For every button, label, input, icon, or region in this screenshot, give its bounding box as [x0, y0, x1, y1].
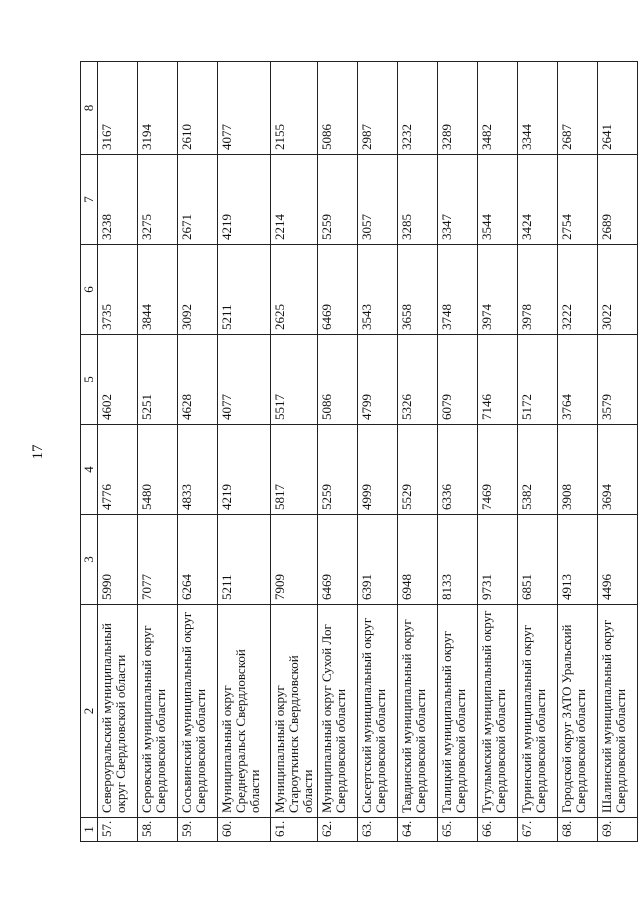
row-number-cell: 61.	[271, 818, 318, 842]
row-number-cell: 68.	[558, 818, 598, 842]
municipality-name-cell: Тавдинский муниципальный округ Свердловской области	[398, 605, 438, 818]
municipality-name-cell: Шалинский муниципальный округ Свердловской области	[598, 605, 638, 818]
value-cell-col5: 3764	[558, 335, 598, 425]
value-cell-col6: 3748	[438, 245, 478, 335]
value-cell-col8: 3482	[478, 62, 518, 155]
value-cell-col3: 7077	[138, 515, 178, 605]
header-cell: 5	[81, 335, 98, 425]
table-row	[271, 62, 318, 842]
value-cell-col4: 4219	[218, 425, 271, 515]
value-cell-col6: 3092	[178, 245, 218, 335]
value-cell-col7: 3275	[138, 155, 178, 245]
value-cell-col5: 5326	[398, 335, 438, 425]
value-cell-col4: 3908	[558, 425, 598, 515]
municipality-name-cell: Муниципальный округ Староуткинск Свердловской области	[271, 605, 318, 818]
value-cell-col3: 6469	[318, 515, 358, 605]
header-cell: 8	[81, 62, 98, 155]
table-row	[518, 62, 558, 842]
header-cell: 2	[81, 605, 98, 818]
value-cell-col3: 5211	[218, 515, 271, 605]
value-cell-col5: 4799	[358, 335, 398, 425]
value-cell-col3: 7909	[271, 515, 318, 605]
table-row	[318, 62, 358, 842]
value-cell-col7: 5259	[318, 155, 358, 245]
table-row	[218, 62, 271, 842]
value-cell-col3: 8133	[438, 515, 478, 605]
value-cell-col8: 2987	[358, 62, 398, 155]
municipality-name-cell: Сысертский муниципальный округ Свердловской области	[358, 605, 398, 818]
value-cell-col6: 3658	[398, 245, 438, 335]
row-number-cell: 67.	[518, 818, 558, 842]
value-cell-col7: 2689	[598, 155, 638, 245]
value-cell-col5: 4602	[98, 335, 138, 425]
value-cell-col6: 6469	[318, 245, 358, 335]
value-cell-col5: 5517	[271, 335, 318, 425]
value-cell-col6: 3974	[478, 245, 518, 335]
municipality-name-cell: Талицкий муниципальный округ Свердловской области	[438, 605, 478, 818]
row-number-cell: 59.	[178, 818, 218, 842]
value-cell-col4: 6336	[438, 425, 478, 515]
value-cell-col8: 3194	[138, 62, 178, 155]
value-cell-col6: 3222	[558, 245, 598, 335]
municipality-name-cell: Городской округ ЗАТО Уральский Свердловской области	[558, 605, 598, 818]
value-cell-col3: 5990	[98, 515, 138, 605]
table-row	[438, 62, 478, 842]
value-cell-col6: 3735	[98, 245, 138, 335]
value-cell-col4: 3694	[598, 425, 638, 515]
value-cell-col4: 4999	[358, 425, 398, 515]
table-row	[398, 62, 438, 842]
municipality-name-cell: Сосьвинский муниципальный округ Свердловской области	[178, 605, 218, 818]
data-table	[80, 61, 638, 842]
value-cell-col8: 2641	[598, 62, 638, 155]
rotated-table-frame	[80, 62, 628, 842]
value-cell-col4: 4833	[178, 425, 218, 515]
value-cell-col3: 9731	[478, 515, 518, 605]
municipality-name-cell: Муниципальный округ Сухой Лог Свердловской области	[318, 605, 358, 818]
table-row	[358, 62, 398, 842]
value-cell-col8: 3344	[518, 62, 558, 155]
value-cell-col8: 4077	[218, 62, 271, 155]
value-cell-col8: 2155	[271, 62, 318, 155]
value-cell-col3: 6851	[518, 515, 558, 605]
value-cell-col8: 2610	[178, 62, 218, 155]
value-cell-col4: 5817	[271, 425, 318, 515]
header-cell: 1	[81, 818, 98, 842]
value-cell-col4: 5259	[318, 425, 358, 515]
municipality-name-cell: Тугулымский муниципальный округ Свердловской области	[478, 605, 518, 818]
table-row	[178, 62, 218, 842]
value-cell-col3: 6948	[398, 515, 438, 605]
value-cell-col7: 3238	[98, 155, 138, 245]
row-number-cell: 69.	[598, 818, 638, 842]
row-number-cell: 57.	[98, 818, 138, 842]
value-cell-col7: 2671	[178, 155, 218, 245]
value-cell-col3: 6391	[358, 515, 398, 605]
value-cell-col8: 3167	[98, 62, 138, 155]
municipality-name-cell: Североуральский муниципальный округ Свердловской области	[98, 605, 138, 818]
header-cell: 6	[81, 245, 98, 335]
value-cell-col5: 4628	[178, 335, 218, 425]
value-cell-col8: 5086	[318, 62, 358, 155]
page-number: 17	[30, 444, 46, 460]
table-row	[478, 62, 518, 842]
value-cell-col5: 5172	[518, 335, 558, 425]
value-cell-col4: 4776	[98, 425, 138, 515]
value-cell-col6: 3543	[358, 245, 398, 335]
value-cell-col7: 3285	[398, 155, 438, 245]
row-number-cell: 62.	[318, 818, 358, 842]
value-cell-col5: 4077	[218, 335, 271, 425]
row-number-cell: 64.	[398, 818, 438, 842]
value-cell-col5: 3579	[598, 335, 638, 425]
value-cell-col5: 6079	[438, 335, 478, 425]
table-row	[558, 62, 598, 842]
value-cell-col3: 4496	[598, 515, 638, 605]
table-row	[138, 62, 178, 842]
table-header-row	[81, 62, 98, 842]
value-cell-col6: 3978	[518, 245, 558, 335]
value-cell-col6: 5211	[218, 245, 271, 335]
value-cell-col8: 2687	[558, 62, 598, 155]
value-cell-col3: 6264	[178, 515, 218, 605]
value-cell-col7: 3544	[478, 155, 518, 245]
header-cell: 3	[81, 515, 98, 605]
table-row	[598, 62, 638, 842]
value-cell-col4: 5529	[398, 425, 438, 515]
value-cell-col5: 7146	[478, 335, 518, 425]
value-cell-col8: 3289	[438, 62, 478, 155]
value-cell-col7: 2214	[271, 155, 318, 245]
value-cell-col7: 3057	[358, 155, 398, 245]
value-cell-col7: 3424	[518, 155, 558, 245]
table-row	[98, 62, 138, 842]
row-number-cell: 66.	[478, 818, 518, 842]
value-cell-col7: 3347	[438, 155, 478, 245]
value-cell-col6: 3022	[598, 245, 638, 335]
row-number-cell: 63.	[358, 818, 398, 842]
value-cell-col5: 5251	[138, 335, 178, 425]
value-cell-col6: 2625	[271, 245, 318, 335]
value-cell-col8: 3232	[398, 62, 438, 155]
value-cell-col4: 7469	[478, 425, 518, 515]
value-cell-col4: 5382	[518, 425, 558, 515]
value-cell-col6: 3844	[138, 245, 178, 335]
municipality-name-cell: Муниципальный округ Среднеуральск Свердловской области	[218, 605, 271, 818]
row-number-cell: 65.	[438, 818, 478, 842]
header-cell: 4	[81, 425, 98, 515]
municipality-name-cell: Туринский муниципальный округ Свердловской области	[518, 605, 558, 818]
value-cell-col3: 4913	[558, 515, 598, 605]
row-number-cell: 60.	[218, 818, 271, 842]
table-body	[81, 62, 638, 842]
value-cell-col7: 4219	[218, 155, 271, 245]
value-cell-col5: 5086	[318, 335, 358, 425]
header-cell: 7	[81, 155, 98, 245]
value-cell-col4: 5480	[138, 425, 178, 515]
municipality-name-cell: Серовский муниципальный округ Свердловской области	[138, 605, 178, 818]
value-cell-col7: 2754	[558, 155, 598, 245]
row-number-cell: 58.	[138, 818, 178, 842]
table-container	[80, 62, 628, 842]
